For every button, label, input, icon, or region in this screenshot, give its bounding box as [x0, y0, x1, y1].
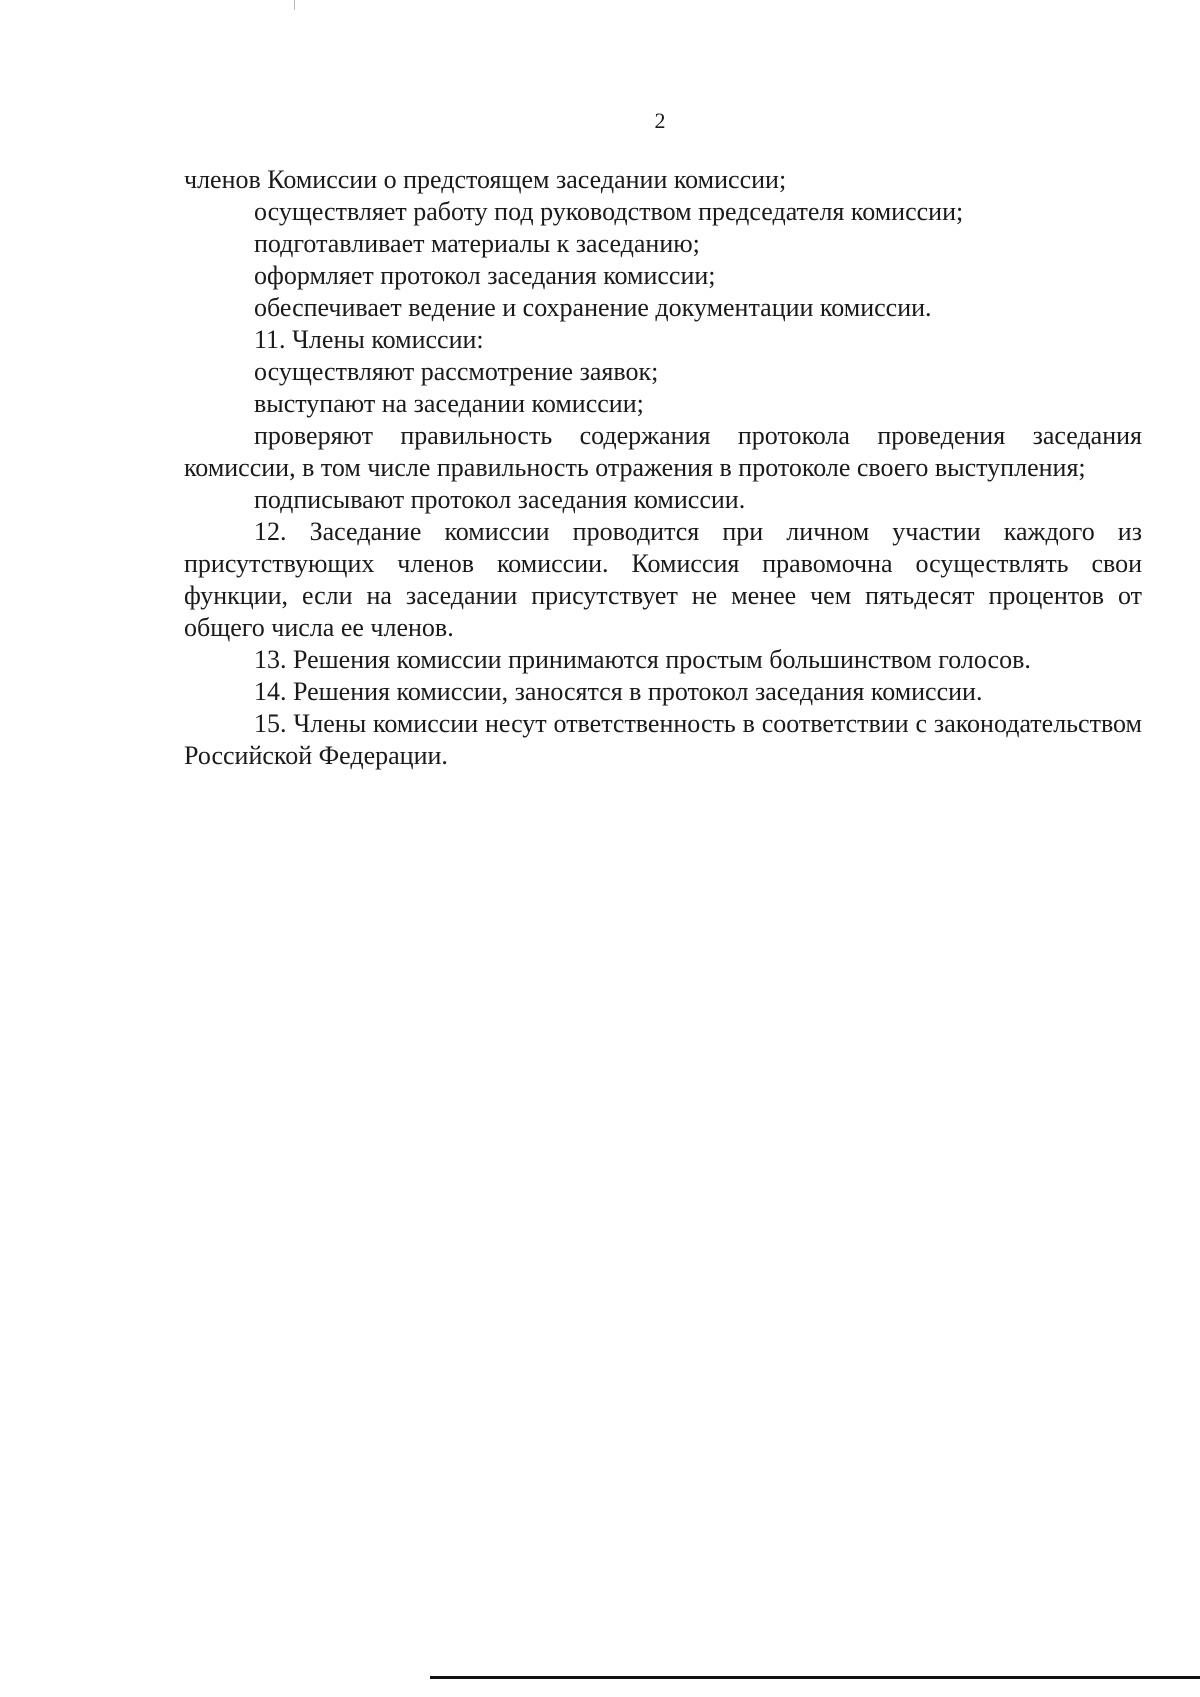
page-number: 2 — [654, 108, 666, 133]
list-item-member-duty: выступают на заседании комиссии; — [254, 389, 644, 418]
list-item-secretary-duty: подготавливает материалы к заседанию; — [254, 229, 700, 258]
list-item-member-duty: проверяют правильность содержания протокола проведения заседания комиссии, в том числе правильность отражения в протоколе своего выступления; — [184, 421, 1142, 482]
clause-12: 12. Заседание комиссии проводится при личном участии каждого из присутствующих членов комиссии. Комиссия правомочна осуществлять свои функции, если на заседании присутствует не менее чем пятьдесят процентов от общего числа ее членов. — [184, 517, 1142, 642]
list-item-secretary-duty: обеспечивает ведение и сохранение документации комиссии. — [254, 293, 932, 322]
clause-15: 15. Члены комиссии несут ответственность в соответствии с законодательством Российской Федерации. — [184, 709, 1142, 770]
list-item-member-duty: подписывают протокол заседания комиссии. — [254, 485, 746, 514]
clause-11-heading: 11. Члены комиссии: — [254, 325, 484, 354]
document-body — [184, 164, 1142, 772]
scan-edge-mark — [294, 0, 295, 10]
scan-bottom-edge — [430, 1676, 1200, 1679]
paragraph-continuation: членов Комиссии о предстоящем заседании комиссии; — [184, 165, 787, 194]
list-item-member-duty: осуществляют рассмотрение заявок; — [254, 357, 659, 386]
clause-14: 14. Решения комиссии, заносятся в протокол заседания комиссии. — [254, 677, 983, 706]
list-item-secretary-duty: осуществляет работу под руководством председателя комиссии; — [254, 197, 964, 226]
list-item-secretary-duty: оформляет протокол заседания комиссии; — [254, 261, 716, 290]
clause-13: 13. Решения комиссии принимаются простым большинством голосов. — [254, 645, 1031, 674]
